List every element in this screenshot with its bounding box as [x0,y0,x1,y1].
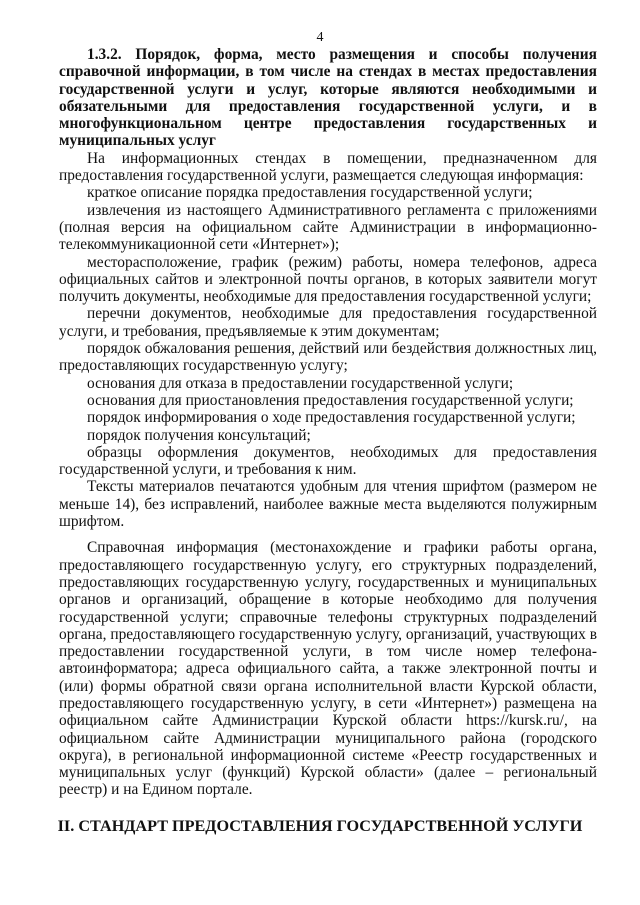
paragraph: порядок информирования о ходе предоставления государственной услуги; [87,409,576,427]
paragraph: порядок получения консультаций; [87,426,311,444]
body-text [59,46,597,799]
paragraph: извлечения из настоящего Административного регламента с приложениями (полная версия на официальном сайте Администрации в информационно-телекоммуникационной сети «Интернет»); [59,201,597,254]
paragraph: Справочная информация (местонахождение и графики работы органа, предоставляющего государственную услугу, его структурных подразделений, предоставляющих государственную услугу, государственных и муниципальных органов и организаций, обращение в которые необходимо для получения государственной услуги; справочные телефоны структурных подразделений органа, предоставляющего государственную услугу, организаций, участвующих в предоставлении государственной услуги, в том числе номер телефона-автоинформатора; адреса официального сайта, а также электронной почты и (или) формы обратной связи органа исполнительной власти Курской области, предоставляющего государственную услугу, в сети «Интернет») размещена на официальном сайте Администрации Курской области https://kursk.ru/, на официальном сайте Администрации муниципального района (городского округа), в региональной информационной системе «Реестр государственных и муниципальных услуг (функций) Курской области» (далее – региональный реестр) и на Едином портале. [59,539,597,799]
subsection-heading: 1.3.2. Порядок, форма, место размещения и способы получения справочной информации, в том числе на стендах в местах предоставления государственной услуги и услуг, которые являются необходимыми и обязательными для предоставления государственной услуги, и в многофункциональном центре предоставления государственных и муниципальных услуг [59,46,597,150]
paragraph: порядок обжалования решения, действий или бездействия должностных лиц, предоставляющих государственную услугу; [59,340,597,375]
paragraph: краткое описание порядка предоставления государственной услуги; [87,184,533,202]
paragraph: образцы оформления документов, необходимых для предоставления государственной услуги, и требования к ним. [59,443,597,479]
paragraph: перечни документов, необходимые для предоставления государственной услуги, и требования, предъявляемые к этим документам; [59,305,597,340]
paragraph: основания для приостановления предоставления государственной услуги; [87,391,574,409]
paragraph: месторасположение, график (режим) работы, номера телефонов, адреса официальных сайтов и электронной почты органов, в которых заявители могут получить документы, необходимые для предоставления государственной услуги; [59,253,597,306]
paragraph: основания для отказа в предоставлении государственной услуги; [87,374,514,392]
paragraph: На информационных стендах в помещении, предназначенном для предоставления государственной услуги, размещается следующая информация: [59,149,597,185]
section-title: II. СТАНДАРТ ПРЕДОСТАВЛЕНИЯ ГОСУДАРСТВЕННОЙ УСЛУГИ [57,817,583,835]
page-number: 4 [316,30,324,45]
paragraph: Тексты материалов печатаются удобным для чтения шрифтом (размером не меньше 14), без исправлений, наиболее важные места выделяются полужирным шрифтом. [59,478,597,531]
